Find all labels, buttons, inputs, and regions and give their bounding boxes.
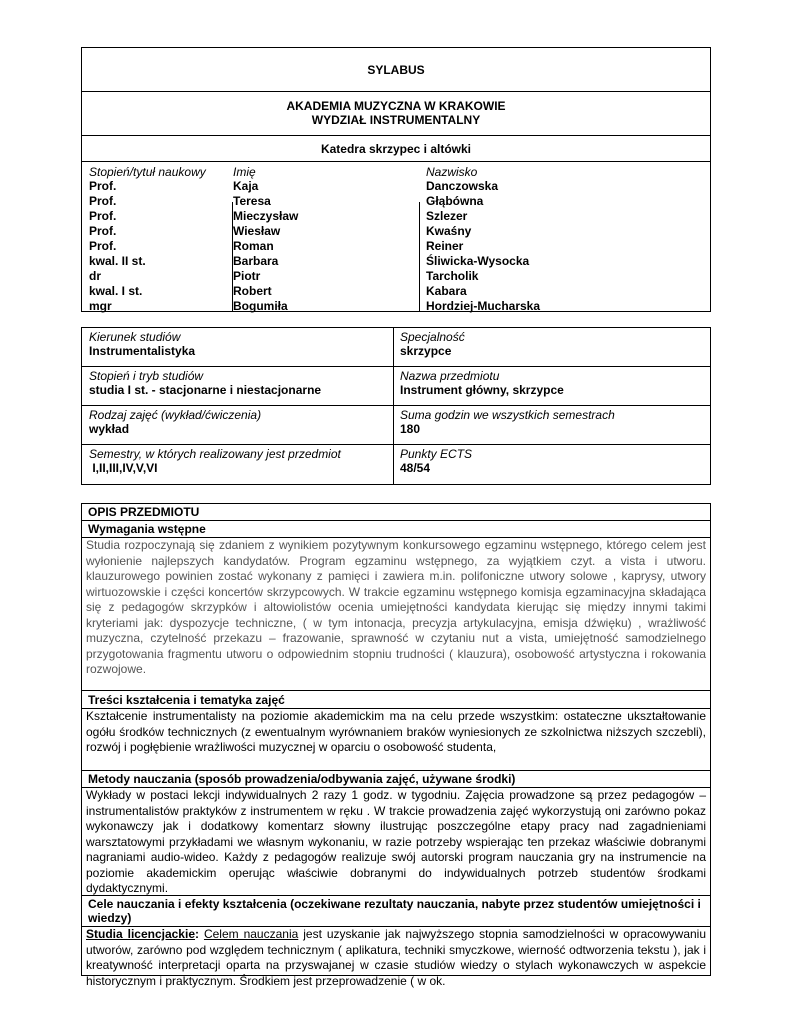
info-label: Nazwa przedmiotu <box>400 369 500 383</box>
staff-row <box>89 239 710 254</box>
staff-row <box>89 209 710 224</box>
staff-firstname: Piotr <box>233 269 261 283</box>
info-value: I,II,III,IV,V,VI <box>89 461 158 475</box>
info-label: Suma godzin we wszystkich semestrach <box>400 408 615 422</box>
faculty-name: WYDZIAŁ INSTRUMENTALNY <box>311 113 481 127</box>
goals-lead: Studia licencjackie <box>86 927 195 941</box>
info-value: 180 <box>400 422 421 436</box>
info-value: 48/54 <box>400 461 431 475</box>
staff-lastname: Kabara <box>426 284 467 298</box>
staff-divider-2 <box>419 202 420 311</box>
staff-lastname: Danczowska <box>426 179 499 193</box>
staff-table <box>82 162 710 314</box>
department-name: Katedra skrzypec i altówki <box>320 142 472 156</box>
goals-text-block <box>82 927 710 989</box>
info-value: studia I st. - stacjonarne i niestacjonarne <box>89 383 322 397</box>
staff-header-row <box>89 165 710 179</box>
info-value: Instrument główny, skrzypce <box>400 383 564 397</box>
content-heading: Treści kształcenia i tematyka zajęć <box>82 691 710 709</box>
info-cell <box>393 445 710 484</box>
info-box <box>81 327 711 485</box>
info-label: Specjalność <box>400 330 465 344</box>
staff-lastname: Reiner <box>426 239 464 253</box>
syllabus-title-row <box>82 48 710 92</box>
staff-degree: kwal. I st. <box>89 284 143 298</box>
staff-lastname: Szlezer <box>426 209 468 223</box>
staff-header-lastname: Nazwisko <box>426 165 478 179</box>
department-row <box>82 136 710 162</box>
staff-firstname: Bogumiła <box>233 299 288 313</box>
info-row <box>82 445 710 484</box>
info-row <box>82 367 710 406</box>
info-cell <box>82 367 393 405</box>
staff-row <box>89 284 710 299</box>
staff-lastname: Hordziej-Mucharska <box>426 299 541 313</box>
info-value: skrzypce <box>400 344 452 358</box>
methods-heading: Metody nauczania (sposób prowadzenia/odbywania zajęć, używane środki) <box>82 771 710 788</box>
institution-name: AKADEMIA MUZYCZNA W KRAKOWIE <box>286 99 506 113</box>
institution-row <box>82 92 710 136</box>
description-heading: OPIS PRZEDMIOTU <box>82 504 710 521</box>
staff-firstname: Teresa <box>233 194 271 208</box>
staff-firstname: Mieczysław <box>233 209 299 223</box>
info-cell <box>82 406 393 444</box>
staff-degree: kwal. II st. <box>89 254 146 268</box>
info-label: Punkty ECTS <box>400 447 473 461</box>
staff-degree: Prof. <box>89 209 117 223</box>
info-label: Semestry, w których realizowany jest przedmiot <box>89 447 341 461</box>
info-cell <box>82 445 393 484</box>
staff-degree: Prof. <box>89 194 117 208</box>
staff-row <box>89 194 710 209</box>
staff-degree: mgr <box>89 299 112 313</box>
staff-firstname: Kaja <box>233 179 259 193</box>
staff-row <box>89 269 710 284</box>
staff-firstname: Wiesław <box>233 224 281 238</box>
header-box <box>81 47 711 312</box>
staff-lastname: Śliwicka-Wysocka <box>426 254 530 268</box>
staff-degree: Prof. <box>89 179 117 193</box>
info-rows <box>82 328 710 484</box>
staff-row <box>89 224 710 239</box>
info-value: wykład <box>89 422 130 436</box>
staff-header-firstname: Imię <box>233 165 256 179</box>
staff-lastname: Tarcholik <box>426 269 479 283</box>
content-text: Kształcenie instrumentalisty na poziomie akademickim ma na celu przede wszystkim: ostateczne ukształtowanie ogółu środków technicznych (z ewentualnym wyrównaniem braków wyniesionych ze szkolnictwa niższych szczebli), rozwój i pogłębienie wrażliwości muzycznej w oparciu o osobowość studenta, <box>82 709 710 771</box>
goals-text: jest uzyskanie jak najwyższego stopnia samodzielności w opracowywaniu utworów, zarówno pod względem technicznym ( aplikatura, techniki smyczkowe, wierność odtworzenia tekstu ), jak i kreatywność interpretacji oparta na przyswajanej w czasie studiów wiedzy o stylach wykonawczych w aspekcie historycznym i praktycznym. Środkiem jest przeprowadzenie ( w ok. <box>86 927 707 988</box>
staff-degree: Prof. <box>89 224 117 238</box>
staff-firstname: Barbara <box>233 254 279 268</box>
goals-heading: Cele nauczania i efekty kształcenia (oczekiwane rezultaty nauczania, nabyte przez studentów umiejętności i wiedzy) <box>82 896 710 927</box>
info-row <box>82 328 710 367</box>
goals-sub: Celem nauczania <box>203 927 299 941</box>
requirements-text: Studia rozpoczynają się zdaniem z wynikiem pozytywnym konkursowego egzaminu wstępnego, którego celem jest wyłonienie najlepszych kandydatów. Program egzaminu wstępnego, za wyjątkiem czyt. a vista i utworu. klauzurowego powinien zostać wykonany z pamięci i zawiera m.in. polifoniczne utwory solowe , kaprysy, utwory wirtuozowskie i części koncertów skrzypcowych. W trakcie egzaminu wstępnego komisja egzaminacyjna składająca się z pedagogów skrzypków i altowiolistów ocenia umiejętności kandydata kierując się między innymi takimi kryteriami jak: dyspozycje techniczne, ( w tym intonacja, precyzja artykulacyjna, emisja dźwięku) , wrażliwość muzyczna, czytelność przekazu – frazowanie, sprawność w czytaniu nut a vista, umiejętność samodzielnego przygotowania fragmentu utworu o odpowiednim stopniu trudności ( klauzura), osobowość artystyczna i rokowania rozwojowe. <box>82 538 710 691</box>
staff-rows <box>89 179 710 314</box>
info-cell <box>393 328 710 366</box>
info-label: Stopień i tryb studiów <box>89 369 204 383</box>
syllabus-title: SYLABUS <box>367 63 425 77</box>
info-label: Rodzaj zajęć (wykład/ćwiczenia) <box>89 408 262 422</box>
staff-row <box>89 254 710 269</box>
staff-firstname: Robert <box>233 284 272 298</box>
info-cell <box>393 406 710 444</box>
staff-row <box>89 299 710 314</box>
staff-degree: dr <box>89 269 101 283</box>
staff-lastname: Głąbówna <box>426 194 484 208</box>
staff-degree: Prof. <box>89 239 117 253</box>
staff-row <box>89 179 710 194</box>
staff-header-degree: Stopień/tytuł naukowy <box>89 165 206 179</box>
info-divider <box>393 328 394 484</box>
info-cell <box>393 367 710 405</box>
info-value: Instrumentalistyka <box>89 344 196 358</box>
info-cell <box>82 328 393 366</box>
info-label: Kierunek studiów <box>89 330 181 344</box>
staff-lastname: Kwaśny <box>426 224 472 238</box>
requirements-heading: Wymagania wstępne <box>82 521 710 538</box>
goals-colon: : <box>195 927 199 941</box>
description-box <box>81 503 711 988</box>
staff-firstname: Roman <box>233 239 274 253</box>
methods-text: Wykłady w postaci lekcji indywidualnych 2 razy 1 godz. w tygodniu. Zajęcia prowadzone są przez pedagogów – instrumentalistów praktyków z instrumentem w ręku . W trakcie prowadzenia zajęć wykorzystują oni zarówno pokaz wykonawczy jak i dodatkowy komentarz słowny ilustrując poszczególne etapy pracy nad zagadnieniami warsztatowymi przykładami we własnym wykonaniu, w razie potrzeby wspierając ten przekaz właściwie dobranymi nagraniami audio-wideo. Każdy z pedagogów realizuje swój autorski program nauczania gry na instrumencie na poziomie akademickim operując właściwie dobranymi do indywidualnych potrzeb studentów środkami dydaktycznymi. <box>82 788 710 896</box>
staff-divider-1 <box>232 202 233 311</box>
info-row <box>82 406 710 445</box>
